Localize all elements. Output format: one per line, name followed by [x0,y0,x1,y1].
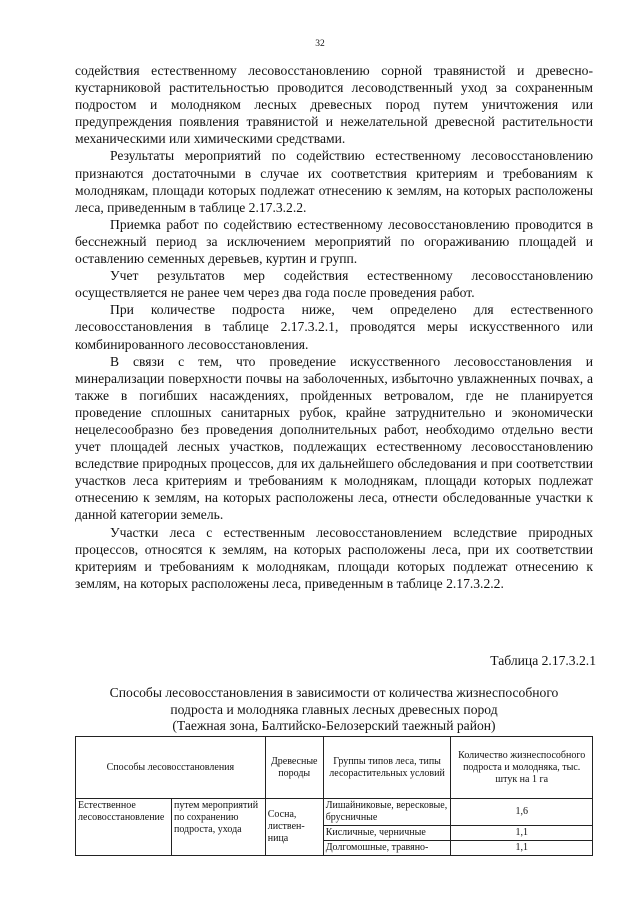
header-forest-types: Группы типов леса, типы лесорастительных условий [323,737,451,799]
paragraph: При количестве подроста ниже, чем определено для естественного лесовосстановления в таблице 2.17.3.2.1, проводятся меры искусственного или комбинированного лесовосстановления. [75,302,593,352]
cell-forest-type: Долгомошные, травяно- [323,841,451,856]
cell-forest-type: Кисличные, черничные [323,826,451,841]
cell-method-detail: путем мероприятий по сохранению подроста, ухода [171,799,265,856]
header-methods: Способы лесовосстановления [76,737,266,799]
cell-species: Сосна, листвен-ница [265,799,323,856]
paragraph: Учет результатов мер содействия естественному лесовосстановлению осуществляется не ранее чем через два года после проведения работ. [75,268,593,301]
table-row [76,799,593,826]
paragraph: В связи с тем, что проведение искусственного лесовосстановления и минерализации поверхности почвы на заболоченных, избыточно увлажненных почвах, а также в погибших насаждениях, пройденных ветровалом, где не планируется проведение сплошных санитарных рубок, крайне затруднительно и экономически нецелесообразно без проведения дополнительных работ, необходимо отдельно вести учет площадей лесных участков, подлежащих естественному лесовосстановлению вследствие природных процессов, для их дальнейшего обследования и при соответствии участков леса критериям и требованиям к молоднякам, площади которых подлежат отнесению к землям, на которых расположены леса, отнести обследованные участки к данной категории земель. [75,353,593,523]
paragraph: Результаты мероприятий по содействию естественному лесовосстановлению признаются достаточными в случае их соответствия критериям и требованиям к молоднякам, площади которых подлежат отнесению к землям, на которых расположены леса, приведенным в таблице 2.17.3.2.2. [75,148,593,215]
table-title-line: подроста и молодняка главных лесных древесных пород [170,701,498,717]
table-title-line: Способы лесовосстановления в зависимости от количества жизнеспособного [109,685,559,700]
cell-quantity: 1,1 [451,841,593,856]
cell-forest-type: Лишайниковые, вересковые, брусничные [323,799,451,826]
paragraph: содействия естественному лесовосстановлению сорной травянистой и древесно-кустарниковой растительностью проводится лесоводственный уход за сохраненным подростом и молодняком лесных древесных пород путем уничтожения или предупреждения появления травянистой и нежелательной древесной растительности механическими или химическими средствами. [75,63,593,147]
reforestation-table [75,736,593,856]
table-title-line: (Таежная зона, Балтийско-Белозерский таежный район) [172,718,496,733]
table-title [75,685,593,735]
body-text [75,62,593,592]
cell-quantity: 1,1 [451,826,593,841]
cell-quantity: 1,6 [451,799,593,826]
cell-method-name: Естественное лесовосстановление [76,799,172,856]
table-label: Таблица 2.17.3.2.1 [490,653,596,668]
header-quantity: Количество жизнеспособного подроста и молодняка, тыс. штук на 1 га [451,737,593,799]
page-number: 32 [315,39,325,49]
paragraph: Участки леса с естественным лесовосстановлением вследствие природных процессов, относятся к землям, на которых расположены леса, при их соответствии критериям и требованиям к молоднякам, площади которых подлежат отнесению к землям, на которых расположены леса, приведенным в таблице 2.17.3.2.2. [75,524,593,591]
paragraph: Приемка работ по содействию естественному лесовосстановлению проводится в бесснежный период за исключением мероприятий по огораживанию площадей и оставлению семенных деревьев, куртин и групп. [75,216,593,267]
header-species: Древесные породы [265,737,323,799]
